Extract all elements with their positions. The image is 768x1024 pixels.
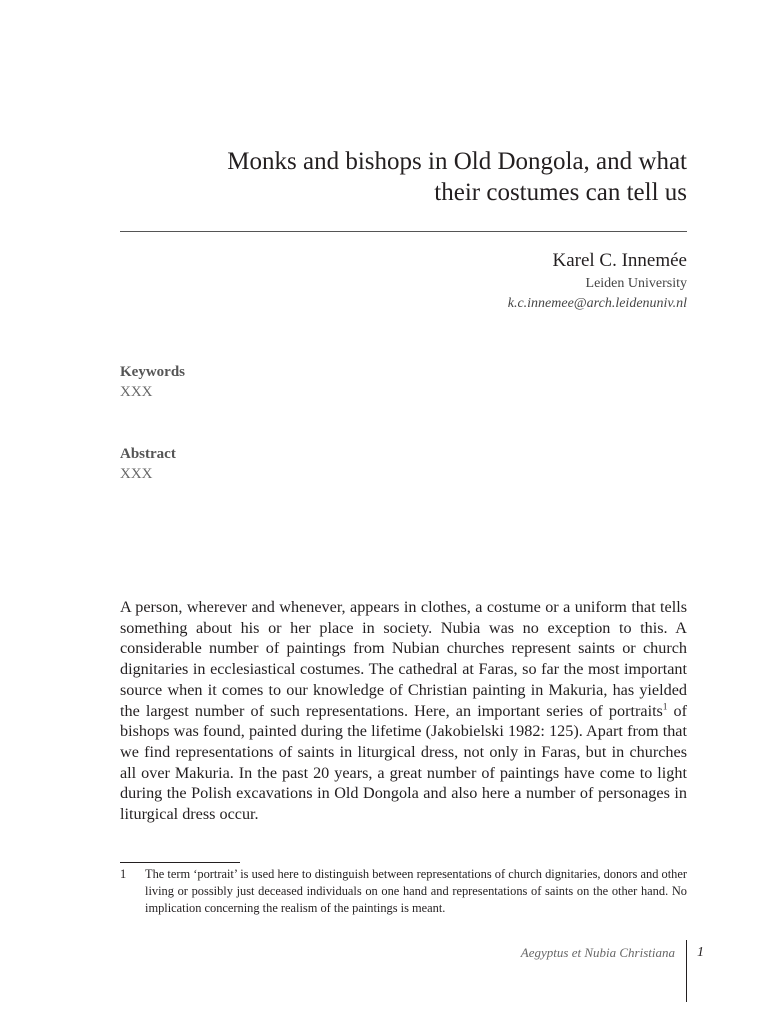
keywords-section	[120, 362, 185, 402]
footer-divider	[686, 940, 687, 1002]
body-text-part-1: A person, wherever and whenever, appears in clothes, a costume or a uniform that tells something about his or her place in society. Nubia was no exception to this. A considerable number of paintings from Nubian churches represent saints or church dignitaries in ecclesiastical costumes. The cathedral at Faras, so far the most important source when it comes to our knowledge of Christian painting in Makuria, has yielded the largest number of such representations. Here, an important series of portraits	[120, 598, 687, 720]
journal-name: Aegyptus et Nubia Christiana	[520, 945, 675, 960]
article-title	[140, 146, 687, 208]
footnote-text: The term ‘portrait’ is used here to distinguish between representations of church dignitaries, donors and other living or possibly just deceased individuals on one hand and representations of saints on the other hand. No implication concerning the realism of the paintings is meant.	[145, 867, 687, 915]
title-line-1: Monks and bishops in Old Dongola, and what	[227, 148, 687, 175]
keywords-heading: Keywords	[120, 364, 185, 380]
footnote-divider	[120, 862, 240, 863]
author-block	[508, 248, 687, 314]
footnote	[120, 866, 687, 917]
abstract-section	[120, 444, 176, 484]
title-divider	[120, 231, 687, 232]
title-line-2: their costumes can tell us	[434, 179, 687, 206]
page-number: 1	[697, 945, 704, 960]
author-email[interactable]: k.c.innemee@arch.leidenuniv.nl	[507, 296, 687, 311]
body-paragraph	[120, 597, 687, 825]
abstract-value: XXX	[120, 466, 153, 482]
body-text-part-2: of bishops was found, painted during the lifetime (Jakobielski 1982: 125). Apart from that we find representations of saints in liturgical dress, not only in Faras, but in churches all over Makuria. In the past 20 years, a great number of paintings have come to light during the Polish excavations in Old Dongola and also here a number of personages in liturgical dress occur.	[120, 701, 688, 824]
author-name: Karel C. Innemée	[552, 250, 687, 271]
footnote-reference[interactable]: 1	[662, 701, 668, 712]
author-affiliation: Leiden University	[585, 276, 687, 291]
footnote-number: 1	[120, 867, 127, 881]
keywords-value: XXX	[120, 384, 153, 400]
abstract-heading: Abstract	[120, 446, 176, 462]
